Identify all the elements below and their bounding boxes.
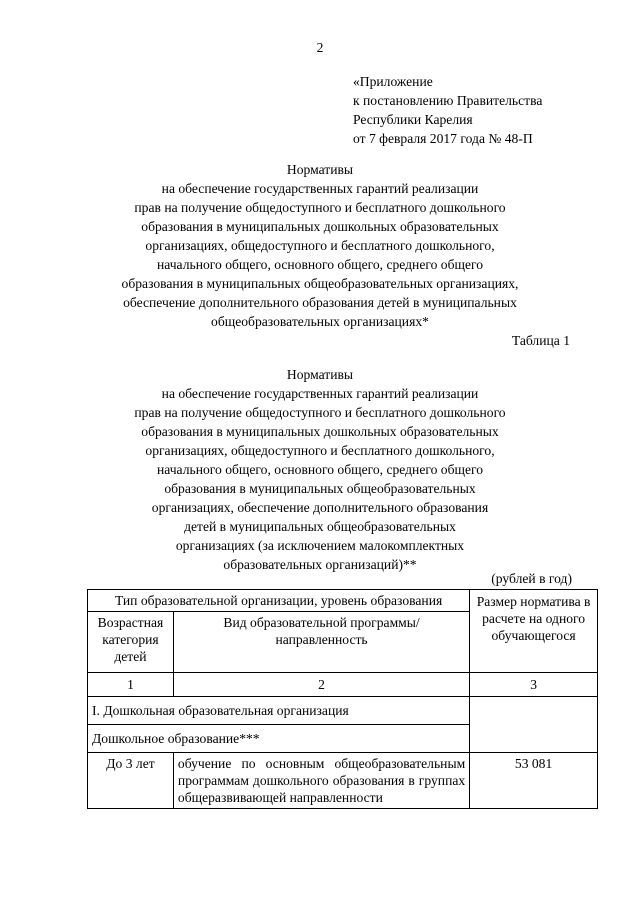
header-age-cell: Возрастная категория детей <box>88 612 174 673</box>
table-title-line: организациях (за исключением малокомплектных <box>175 538 465 553</box>
appendix-line: к постановлению Правительства <box>353 93 543 108</box>
header-amount-cell: Размер норматива в расчете на одного обучающегося <box>470 590 598 673</box>
main-title <box>0 160 640 331</box>
table-title-line: образования в муниципальных общеобразовательных <box>164 481 476 496</box>
table-title-line: образовательных организаций)** <box>223 557 417 572</box>
table-header-row <box>88 590 598 612</box>
header-type-cell: Тип образовательной организации, уровень образования <box>88 590 470 612</box>
main-title-line: Нормативы <box>286 162 354 177</box>
column-number-cell: 2 <box>173 673 469 697</box>
table-title-line: детей в муниципальных общеобразовательных <box>184 519 456 534</box>
table-title-line: образования в муниципальных дошкольных образовательных <box>141 424 499 439</box>
appendix-line: «Приложение <box>353 74 433 89</box>
main-title-line: образования в муниципальных дошкольных образовательных <box>141 219 499 234</box>
table-title-line: прав на получение общедоступного и бесплатного дошкольного <box>134 405 506 420</box>
main-title-line: общеобразовательных организациях* <box>211 314 429 329</box>
table-title <box>0 365 640 574</box>
main-title-line: прав на получение общедоступного и бесплатного дошкольного <box>134 200 506 215</box>
column-number-cell: 3 <box>470 673 598 697</box>
table-row <box>88 753 598 809</box>
column-number-cell: 1 <box>88 673 174 697</box>
main-title-line: начального общего, основного общего, среднего общего <box>156 257 484 272</box>
table-label: Таблица 1 <box>511 333 570 348</box>
section-amount-empty-cell <box>470 697 598 753</box>
main-title-line: образования в муниципальных общеобразовательных организациях, <box>121 276 519 291</box>
section-org-cell: I. Дошкольная образовательная организация <box>88 697 470 725</box>
program-cell: обучение по основным общеобразовательным программам дошкольного образования в группах общеразвивающей направленности <box>173 753 469 809</box>
page-number: 2 <box>316 40 324 55</box>
amount-cell: 53 081 <box>470 753 598 809</box>
age-cell: До 3 лет <box>88 753 174 809</box>
appendix-line: Республики Карелия <box>353 112 473 127</box>
section-org-row <box>88 697 598 725</box>
appendix-block <box>353 72 542 148</box>
main-title-line: организациях, общедоступного и бесплатного дошкольного, <box>145 238 495 253</box>
table-title-line: на обеспечение государственных гарантий реализации <box>161 386 479 401</box>
column-number-row <box>88 673 598 697</box>
currency-note: (рублей в год) <box>491 571 572 586</box>
main-title-line: обеспечение дополнительного образования детей в муниципальных <box>123 295 517 310</box>
appendix-line: от 7 февраля 2017 года № 48-П <box>353 131 533 146</box>
table-title-line: начального общего, основного общего, среднего общего <box>156 462 484 477</box>
norms-table <box>87 589 598 809</box>
table-title-line: организациях, обеспечение дополнительного образования <box>151 500 489 515</box>
section-level-cell: Дошкольное образование*** <box>88 725 470 753</box>
header-program-cell: Вид образовательной программы/ направленность <box>173 612 469 673</box>
table-title-line: Нормативы <box>286 367 354 382</box>
main-title-line: на обеспечение государственных гарантий реализации <box>161 181 479 196</box>
table-title-line: организациях, общедоступного и бесплатного дошкольного, <box>145 443 495 458</box>
